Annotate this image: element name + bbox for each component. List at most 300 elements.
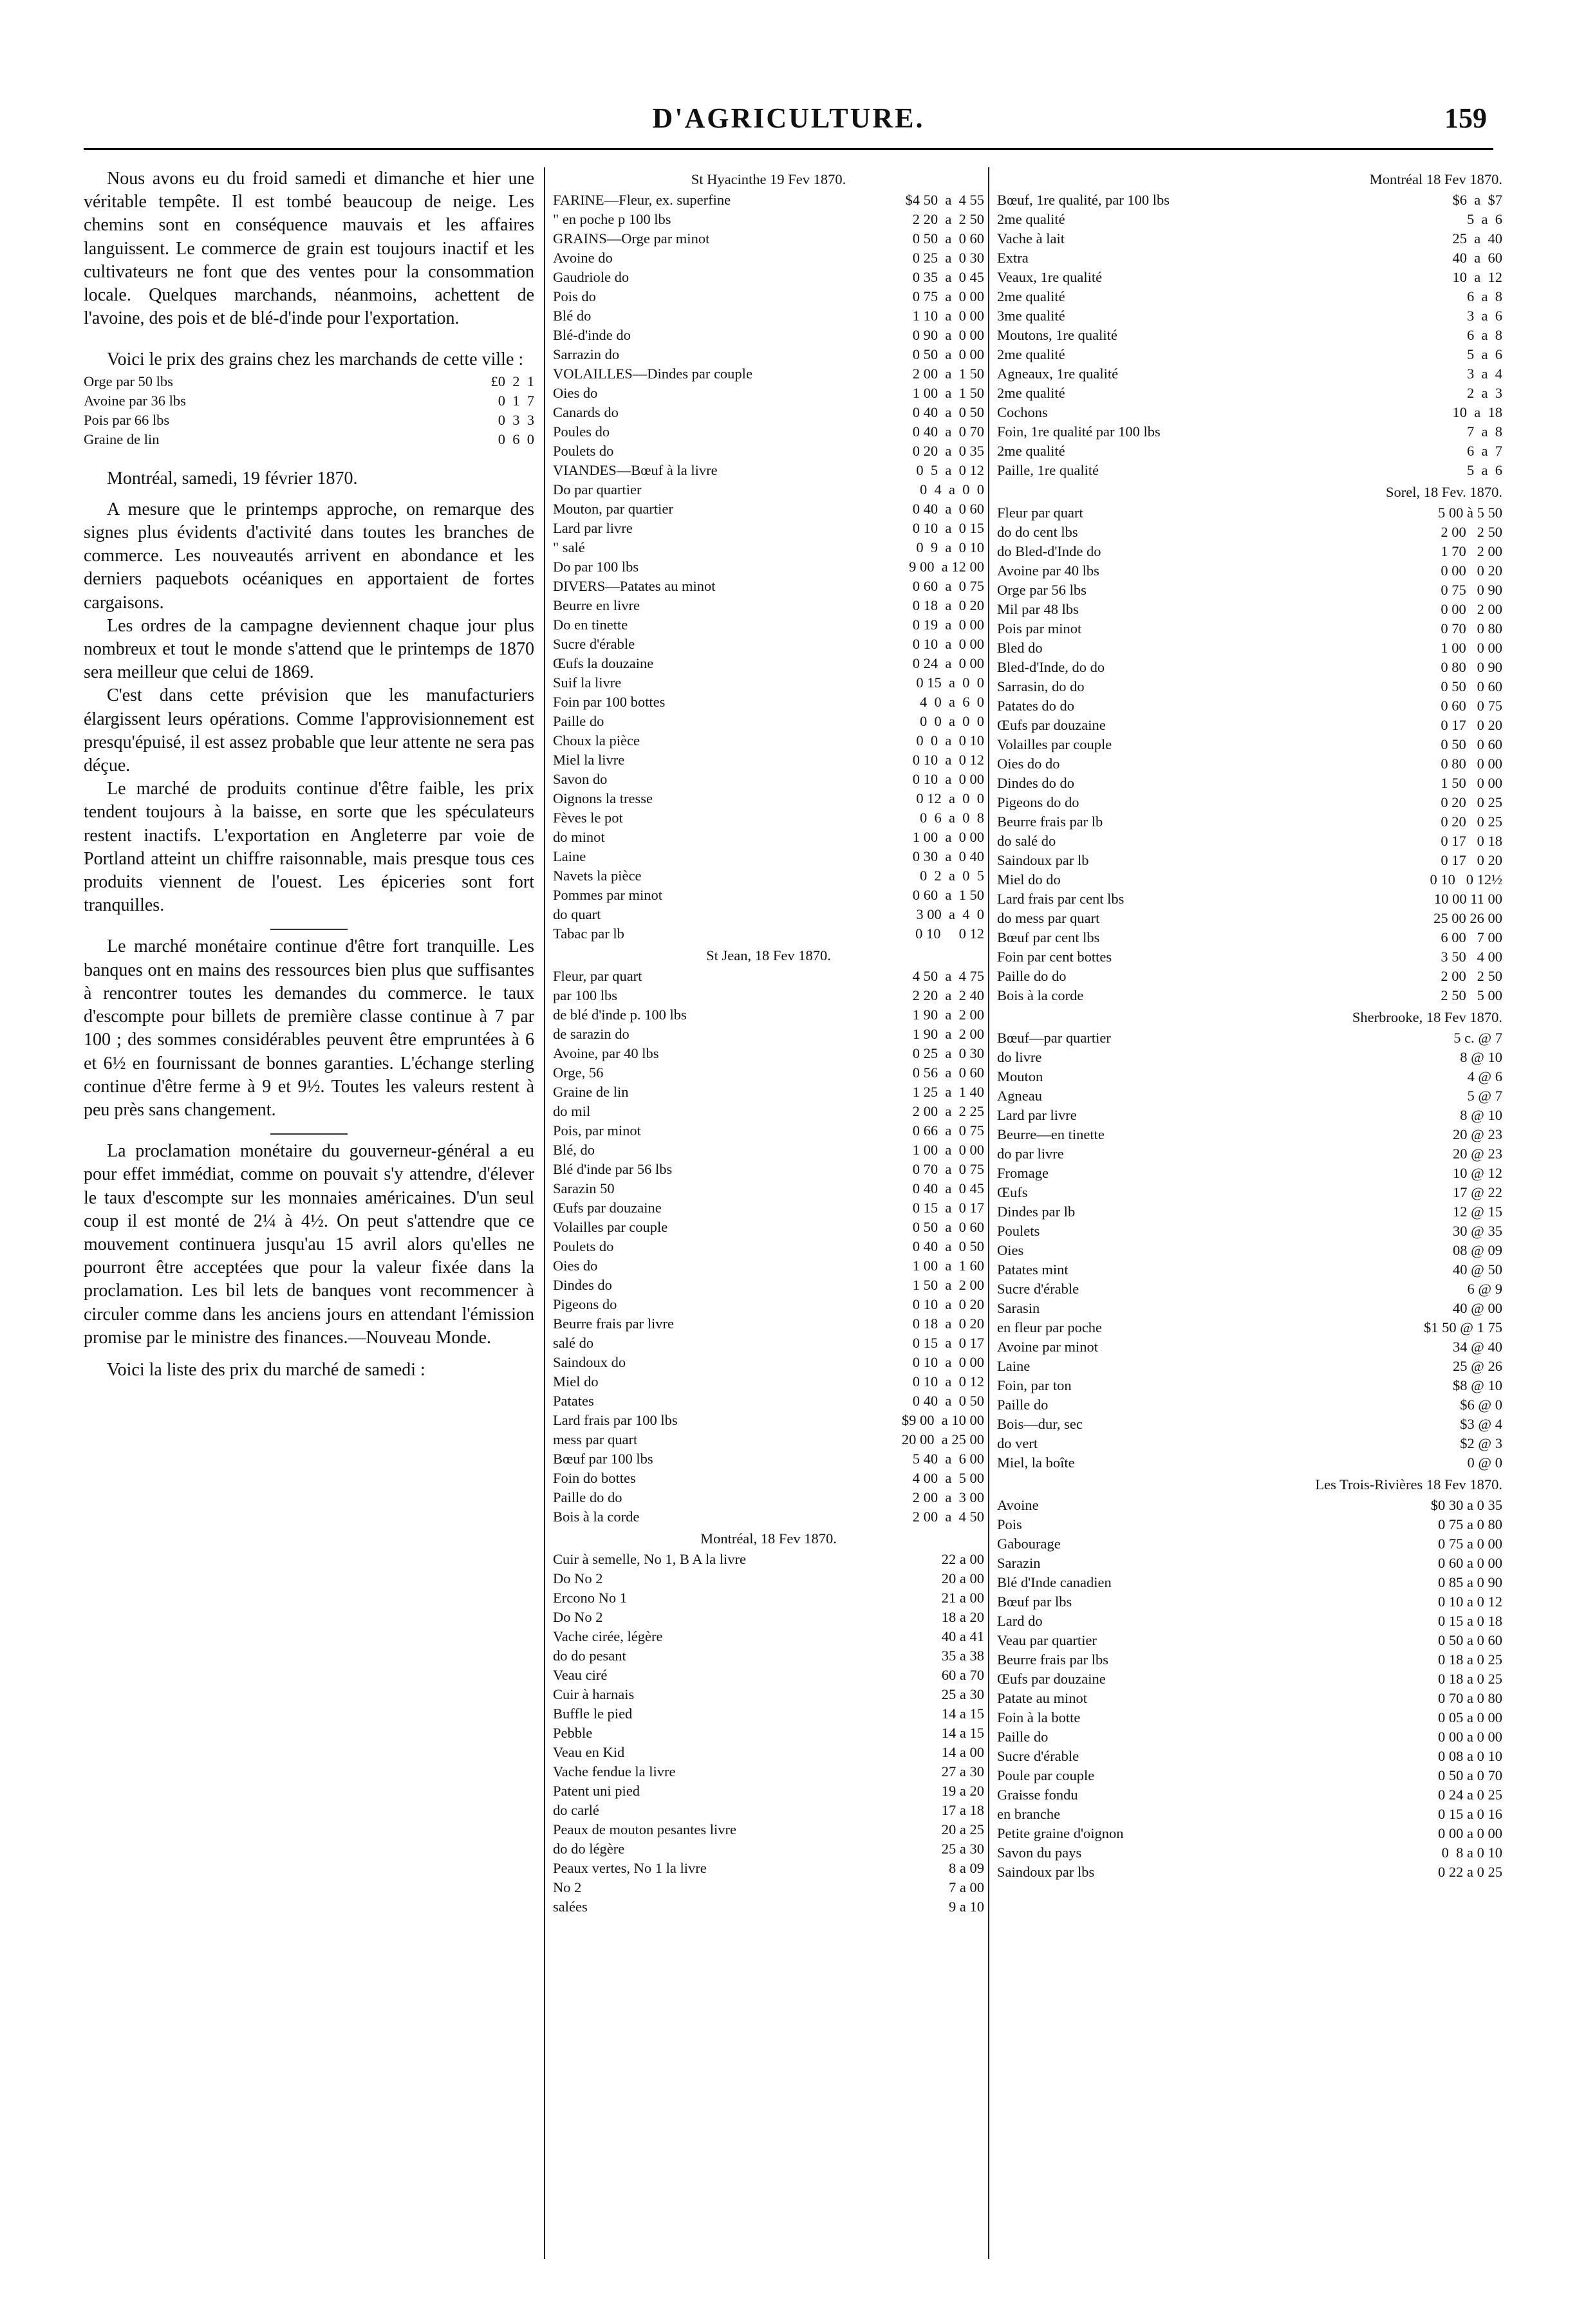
item-price: 3 a 4: [1467, 366, 1502, 382]
item-price: 0 50 a 0 60: [912, 230, 984, 246]
table-row: [553, 1897, 984, 1917]
item-label: VIANDES—Bœuf à la livre: [553, 462, 718, 478]
item-price: 0 60 0 75: [1441, 698, 1502, 714]
item-label: Saindoux par lb: [997, 852, 1089, 868]
item-price: 1 00 a 0 00: [912, 1142, 984, 1158]
item-label: 3me qualité: [997, 308, 1065, 324]
item-label: Œufs: [997, 1184, 1028, 1200]
table-row: [553, 1391, 984, 1411]
item-label: No 2: [553, 1879, 582, 1895]
running-title: D'AGRICULTURE.: [652, 102, 925, 134]
table-row: [997, 1086, 1502, 1106]
table-row: [553, 712, 984, 731]
table-row: [997, 1318, 1502, 1337]
table-row: [997, 870, 1502, 889]
item-label: do Bled-d'Inde do: [997, 543, 1101, 559]
item-label: Pois, par minot: [553, 1122, 641, 1139]
table-row: [553, 886, 984, 905]
item-price: 0 80 0 00: [1441, 756, 1502, 772]
item-price: 3 50 4 00: [1441, 949, 1502, 965]
table-row: [997, 619, 1502, 638]
item-label: Blé d'Inde canadien: [997, 1574, 1112, 1590]
item-label: salé do: [553, 1335, 594, 1351]
item-label: Œufs la douzaine: [553, 655, 654, 671]
item-price: 0 22 a 0 25: [1438, 1864, 1502, 1880]
item-price: 0 10 a 0 15: [912, 520, 984, 536]
table-row: [997, 1106, 1502, 1125]
item-label: Cuir à harnais: [553, 1686, 635, 1702]
item-price: 0 15 a 0 17: [912, 1200, 984, 1216]
table-row: [553, 596, 984, 615]
grain-price-list: [84, 372, 534, 449]
table-row: [997, 403, 1502, 422]
table-row: [997, 345, 1502, 364]
paragraph: A mesure que le printemps approche, on remarque des signes plus évidents d'activité dans toutes les branches de commerce. Les nouveautés arrivent en abondance et les derniers paquebots océaniques en apportaient de fortes cargaisons.: [84, 499, 534, 613]
item-price: 0 24 a 0 00: [912, 655, 984, 671]
table-row: [553, 731, 984, 750]
item-price: 4 @ 6: [1467, 1068, 1502, 1084]
item-label: Paille do: [997, 1397, 1049, 1413]
item-label: Patates do do: [997, 698, 1074, 714]
table-row: [553, 442, 984, 461]
item-price: 34 @ 40: [1453, 1339, 1502, 1355]
item-price: 6 00 7 00: [1441, 929, 1502, 945]
item-price: 4 50 a 4 75: [912, 968, 984, 984]
item-label: 2me qualité: [997, 385, 1065, 401]
item-label: Foin, 1re qualité par 100 lbs: [997, 423, 1161, 440]
item-price: 0 18 a 0 20: [912, 1315, 984, 1332]
table-row: [553, 1608, 984, 1627]
item-price: 40 a 60: [1452, 250, 1502, 266]
item-label: Orge, 56: [553, 1064, 604, 1081]
item-label: Œufs par douzaine: [997, 1671, 1106, 1687]
item-label: Bœuf par 100 lbs: [553, 1451, 653, 1467]
item-label: Lard frais par cent lbs: [997, 891, 1124, 907]
table-row: [997, 1766, 1502, 1785]
table-row: [553, 1724, 984, 1743]
table-row: [553, 1507, 984, 1527]
item-price: 0 50 0 60: [1441, 678, 1502, 694]
item-price: 21 a 00: [941, 1590, 984, 1606]
table-row: [997, 523, 1502, 542]
item-price: 08 @ 09: [1453, 1242, 1502, 1258]
item-label: Paille do do: [553, 1489, 622, 1505]
item-price: 6 a 8: [1467, 327, 1502, 343]
item-price: 20 @ 23: [1453, 1146, 1502, 1162]
item-label: 2me qualité: [997, 346, 1065, 362]
table-row: [997, 658, 1502, 677]
item-price: 8 @ 10: [1460, 1049, 1502, 1065]
table-row: [997, 1747, 1502, 1766]
item-price: 0 40 a 0 60: [912, 501, 984, 517]
item-price: 25 @ 26: [1453, 1358, 1502, 1374]
table-row: [553, 306, 984, 326]
table-row: [553, 1160, 984, 1179]
section-heading: St Hyacinthe 19 Fev 1870.: [691, 171, 846, 187]
item-label: Bois à la corde: [553, 1509, 640, 1525]
item-price: $0 30 a 0 35: [1430, 1497, 1502, 1513]
item-label: Vache fendue la livre: [553, 1763, 676, 1780]
table-row: [553, 519, 984, 538]
item-price: 1 00 a 0 00: [912, 829, 984, 845]
item-label: Laine: [553, 848, 586, 864]
table-row: [553, 1198, 984, 1218]
item-label: Cuir à semelle, No 1, B A la livre: [553, 1551, 746, 1567]
item-price: 6 a 8: [1467, 288, 1502, 304]
item-price: 40 a 41: [941, 1628, 984, 1644]
table-row: [553, 1083, 984, 1102]
item-price: 6 a 7: [1467, 443, 1502, 459]
item-label: Do No 2: [553, 1609, 603, 1625]
table-row: [997, 832, 1502, 851]
table-row: [553, 828, 984, 847]
item-label: Ercono No 1: [553, 1590, 627, 1606]
table-row: [553, 1743, 984, 1762]
item-price: 0 10 a 0 00: [912, 636, 984, 652]
item-price: 0 35 a 0 45: [912, 269, 984, 285]
item-price: 22 a 00: [941, 1551, 984, 1567]
table-row: [997, 1067, 1502, 1086]
item-price: 0 8 a 0 10: [1441, 1845, 1502, 1861]
item-price: 0 0 a 0 10: [916, 732, 984, 748]
item-label: Sucre d'érable: [997, 1748, 1079, 1764]
table-row: [553, 905, 984, 924]
item-price: 0 18 a 0 25: [1438, 1671, 1502, 1687]
item-label: GRAINS—Orge par minot: [553, 230, 710, 246]
item-label: Oies do do: [997, 756, 1060, 772]
item-label: Œufs par douzaine: [553, 1200, 662, 1216]
item-price: $4 50 a 4 55: [905, 192, 984, 208]
item-label: do salé do: [997, 833, 1056, 849]
table-row: [997, 287, 1502, 306]
item-label: Patates: [553, 1393, 594, 1409]
divider: [270, 929, 348, 930]
item-price: 0 00 a 0 00: [1438, 1729, 1502, 1745]
item-price: $6 a $7: [1452, 192, 1502, 208]
table-row: [553, 1295, 984, 1314]
item-price: 0 00 0 20: [1441, 562, 1502, 579]
table-row: [997, 1260, 1502, 1279]
table-row: [553, 1588, 984, 1608]
table-row: [553, 1550, 984, 1569]
item-label: Lard par livre: [553, 520, 633, 536]
item-price: 1 90 a 2 00: [912, 1026, 984, 1042]
item-price: 25 00 26 00: [1433, 910, 1502, 926]
item-price: 2 00 2 50: [1441, 968, 1502, 984]
item-label: 2me qualité: [997, 211, 1065, 227]
item-price: 30 @ 35: [1453, 1223, 1502, 1239]
table-row: [553, 1237, 984, 1256]
table-row: [997, 1125, 1502, 1144]
item-price: 0 15 a 0 18: [1438, 1613, 1502, 1629]
table-row: [997, 542, 1502, 561]
table-row: [553, 654, 984, 673]
table-row: [553, 1449, 984, 1469]
price-table: [997, 503, 1502, 1005]
table-row: [997, 1183, 1502, 1202]
item-price: 1 70 2 00: [1441, 543, 1502, 559]
table-row: [553, 1102, 984, 1121]
table-row: [997, 1689, 1502, 1708]
item-label: Foin, par ton: [997, 1377, 1072, 1393]
item-label: Paille, 1re qualité: [997, 462, 1099, 478]
table-row: [553, 1372, 984, 1391]
item-price: 3 00 a 4 0: [916, 906, 984, 922]
item-label: Oies: [997, 1242, 1024, 1258]
item-label: do mess par quart: [997, 910, 1100, 926]
item-label: do mil: [553, 1103, 591, 1119]
item-label: do do cent lbs: [997, 524, 1078, 540]
item-price: 14 a 00: [941, 1744, 984, 1760]
item-price: 0 9 a 0 10: [916, 539, 984, 555]
item-price: 0 19 a 0 00: [912, 617, 984, 633]
item-price: 17 @ 22: [1453, 1184, 1502, 1200]
table-row: [553, 1646, 984, 1666]
item-label: Beurre en livre: [553, 597, 640, 613]
item-price: 5 a 6: [1467, 462, 1502, 478]
item-label: Bled do: [997, 640, 1043, 656]
table-row: [553, 422, 984, 442]
table-row: [997, 851, 1502, 870]
price-table: [997, 1028, 1502, 1473]
item-price: $3 @ 4: [1460, 1416, 1502, 1432]
item-price: 0 40 a 0 50: [912, 1238, 984, 1254]
item-price: 10 00 11 00: [1433, 891, 1502, 907]
table-row: [553, 866, 984, 886]
table-row: [997, 1805, 1502, 1824]
item-price: 1 10 a 0 00: [912, 308, 984, 324]
table-row: [997, 1592, 1502, 1612]
item-label: Veau en Kid: [553, 1744, 625, 1760]
table-row: [997, 561, 1502, 581]
table-row: [997, 1785, 1502, 1805]
table-row: [553, 384, 984, 403]
item-label: Foin par cent bottes: [997, 949, 1112, 965]
item-price: 0 00 a 0 00: [1438, 1825, 1502, 1841]
table-row: [997, 754, 1502, 774]
item-label: Poulets do: [553, 443, 614, 459]
table-row: [997, 638, 1502, 658]
item-label: Foin par 100 bottes: [553, 694, 666, 710]
item-label: Mouton: [997, 1068, 1043, 1084]
item-price: 17 a 18: [941, 1802, 984, 1818]
item-price: 2 00 a 3 00: [912, 1489, 984, 1505]
item-price: 0 24 a 0 25: [1438, 1787, 1502, 1803]
item-price: 4 00 a 5 00: [912, 1470, 984, 1486]
table-row: [553, 1627, 984, 1646]
table-row: [553, 480, 984, 499]
item-price: 0 40 a 0 50: [912, 1393, 984, 1409]
table-row: [553, 1218, 984, 1237]
item-price: 0 20 a 0 35: [912, 443, 984, 459]
item-label: Suif la livre: [553, 674, 622, 691]
paragraph: Le marché de produits continue d'être faible, les prix tendent toujours à la baisse, en sorte que les spéculateurs restent inactifs. L'exportation en Angleterre par voie de Portland atteint un chiffre raisonnable, mais presque tous ces produits viennent de l'ouest. Les épiceries sont fort tranquilles.: [84, 779, 534, 916]
item-label: Beurre—en tinette: [997, 1126, 1105, 1142]
table-row: [997, 1554, 1502, 1573]
item-price: 0 75 a 0 00: [1438, 1536, 1502, 1552]
item-price: 1 50 0 00: [1441, 775, 1502, 791]
item-price: 0 15 a 0 16: [1438, 1806, 1502, 1822]
item-price: 5 a 6: [1467, 211, 1502, 227]
item-label: Avoine: [997, 1497, 1039, 1513]
section-heading: Montréal, 18 Fev 1870.: [700, 1530, 837, 1547]
table-row: [553, 1063, 984, 1083]
item-price: 0 25 a 0 30: [912, 1045, 984, 1061]
table-row: [553, 1666, 984, 1685]
table-row: [553, 1488, 984, 1507]
table-row: [997, 986, 1502, 1005]
item-price: $2 @ 3: [1460, 1435, 1502, 1451]
table-row: [997, 1048, 1502, 1067]
item-label: Oignons la tresse: [553, 790, 653, 806]
item-label: en fleur par poche: [997, 1319, 1103, 1335]
item-price: 0 20 0 25: [1441, 794, 1502, 810]
item-label: Graisse fondu: [997, 1787, 1078, 1803]
item-price: 0 @ 0: [1467, 1455, 1502, 1471]
item-label: Bled-d'Inde, do do: [997, 659, 1105, 675]
item-label: Pigeons do do: [997, 794, 1079, 810]
table-row: [553, 1469, 984, 1488]
table-row: [553, 191, 984, 210]
item-price: 0 25 a 0 30: [912, 250, 984, 266]
item-price: 5 40 a 6 00: [912, 1451, 984, 1467]
item-price: 10 a 12: [1452, 269, 1502, 285]
list-item: Avoine par 36 lbs 0 1 7: [84, 392, 534, 409]
table-row: [553, 1179, 984, 1198]
item-label: " en poche p 100 lbs: [553, 211, 671, 227]
item-label: en branche: [997, 1806, 1061, 1822]
item-label: Bois—dur, sec: [997, 1416, 1083, 1432]
item-label: Blé d'inde par 56 lbs: [553, 1161, 673, 1177]
item-label: Sarasin: [997, 1300, 1040, 1316]
item-label: do quart: [553, 906, 601, 922]
item-price: 40 @ 00: [1453, 1300, 1502, 1316]
item-price: 0 60 a 0 00: [1438, 1555, 1502, 1571]
table-row: [997, 1612, 1502, 1631]
item-price: 0 75 a 0 00: [912, 288, 984, 304]
table-row: [553, 789, 984, 808]
item-price: 9 00 a 12 00: [909, 559, 984, 575]
item-label: Patates mint: [997, 1261, 1068, 1278]
table-row: [553, 364, 984, 384]
list-item: Orge par 50 lbs £0 2 1: [84, 373, 534, 389]
table-row: [553, 770, 984, 789]
item-price: 0 10 a 0 12: [1438, 1594, 1502, 1610]
item-label: Foin do bottes: [553, 1470, 636, 1486]
paragraph: C'est dans cette prévision que les manufacturiers élargissent leurs opérations. Comme l'approvisionnement est presqu'épuisé, il est assez probable que leur attente ne sera pas déçue.: [84, 685, 534, 776]
table-row: [997, 306, 1502, 326]
price-table: [997, 1496, 1502, 1882]
item-price: 20 a 25: [941, 1821, 984, 1837]
item-price: 0 70 0 80: [1441, 620, 1502, 637]
item-price: 0 66 a 0 75: [912, 1122, 984, 1139]
item-label: Veau par quartier: [997, 1632, 1097, 1648]
item-price: 2 00 a 2 25: [912, 1103, 984, 1119]
table-row: [997, 1357, 1502, 1376]
item-label: de sarazin do: [553, 1026, 630, 1042]
item-label: Volailles par couple: [997, 736, 1112, 752]
item-price: 0 70 a 0 75: [912, 1161, 984, 1177]
item-label: FARINE—Fleur, ex. superfine: [553, 192, 731, 208]
item-label: Pigeons do: [553, 1296, 617, 1312]
columns: [84, 167, 1502, 2259]
item-label: Oies do: [553, 385, 598, 401]
item-price: 0 40 a 0 70: [912, 423, 984, 440]
item-price: 0 08 a 0 10: [1438, 1748, 1502, 1764]
item-label: do minot: [553, 829, 605, 845]
item-price: 5 00 à 5 50: [1438, 505, 1502, 521]
item-price: 0 15 a 0 0: [916, 674, 984, 691]
item-price: 40 @ 50: [1453, 1261, 1502, 1278]
table-row: [553, 461, 984, 480]
item-label: Avoine par 40 lbs: [997, 562, 1099, 579]
table-row: [553, 1044, 984, 1063]
table-row: [997, 1824, 1502, 1843]
item-price: 2 50 5 00: [1441, 987, 1502, 1003]
page-header: [84, 97, 1493, 150]
item-label: do vert: [997, 1435, 1038, 1451]
table-row: [553, 210, 984, 229]
table-row: [553, 1025, 984, 1044]
item-label: Poules do: [553, 423, 610, 440]
item-price: 0 50 a 0 60: [912, 1219, 984, 1235]
table-row: [997, 1415, 1502, 1434]
table-row: [553, 693, 984, 712]
table-row: [553, 750, 984, 770]
item-price: 0 60 a 1 50: [912, 887, 984, 903]
item-label: Sarazin 50: [553, 1180, 615, 1196]
item-label: Blé, do: [553, 1142, 595, 1158]
item-label: DIVERS—Patates au minot: [553, 578, 716, 594]
table-row: [997, 928, 1502, 947]
paragraph: Voici la liste des prix du marché de samedi :: [107, 1359, 425, 1380]
table-row: [553, 1334, 984, 1353]
item-label: Lard do: [997, 1613, 1043, 1629]
table-row: [553, 924, 984, 944]
table-row: [553, 1820, 984, 1839]
table-row: [553, 1781, 984, 1801]
table-row: [553, 1839, 984, 1859]
item-label: Bœuf, 1re qualité, par 100 lbs: [997, 192, 1170, 208]
table-row: [553, 1704, 984, 1724]
table-row: [997, 191, 1502, 210]
item-price: 19 a 20: [941, 1783, 984, 1799]
item-price: 0 50 0 60: [1441, 736, 1502, 752]
item-price: 0 10 0 12½: [1430, 871, 1502, 888]
page-number: 159: [1444, 102, 1487, 134]
table-row: [553, 967, 984, 986]
table-row: [997, 909, 1502, 928]
item-label: Mil par 48 lbs: [997, 601, 1079, 617]
item-price: 2 00 2 50: [1441, 524, 1502, 540]
item-price: 25 a 30: [941, 1841, 984, 1857]
item-label: Pois do: [553, 288, 596, 304]
list-item: Graine de lin 0 6 0: [84, 431, 534, 447]
table-row: [997, 268, 1502, 287]
item-price: 1 00 0 00: [1441, 640, 1502, 656]
item-label: Do par 100 lbs: [553, 559, 639, 575]
item-price: 0 00 2 00: [1441, 601, 1502, 617]
item-label: Lard par livre: [997, 1107, 1077, 1123]
item-label: Agneaux, 1re qualité: [997, 366, 1119, 382]
item-price: 0 60 a 0 75: [912, 578, 984, 594]
item-label: Bœuf par lbs: [997, 1594, 1072, 1610]
item-label: Peaux de mouton pesantes livre: [553, 1821, 736, 1837]
item-price: $1 50 @ 1 75: [1424, 1319, 1502, 1335]
item-label: Avoine do: [553, 250, 613, 266]
table-row: [553, 1121, 984, 1140]
item-price: 2 a 3: [1467, 385, 1502, 401]
